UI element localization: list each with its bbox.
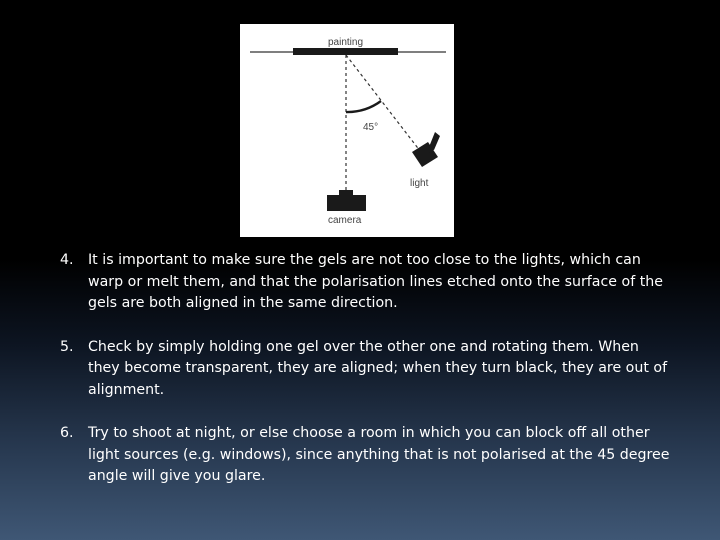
step-text: It is important to make sure the gels are not too close to the lights, which can warp or melt them, and that the polarisation lines etched onto the surface of the gels are both aligned in the same direction. [88, 252, 664, 311]
polarisation-diagram [240, 24, 454, 237]
instruction-list [60, 250, 670, 488]
light-icon [412, 132, 440, 167]
step-4 [60, 250, 670, 315]
step-number: 4. [60, 252, 74, 268]
light-label: light [410, 178, 429, 189]
camera-icon [327, 190, 366, 211]
step-text: Check by simply holding one gel over the other one and rotating them. When they become transparent, they are aligned; when they turn black, they are out of alignment. [88, 338, 668, 398]
step-number: 5. [60, 338, 74, 355]
step-text: Try to shoot at night, or else choose a room in which you can block off all other light sources (e.g. windows), since anything that is not polarised at the 45 degree angle will give you glare. [88, 425, 670, 484]
painting-label: painting [328, 37, 364, 48]
angle-label: 45° [363, 122, 379, 133]
step-6 [60, 423, 670, 488]
step-number: 6. [60, 425, 74, 441]
painting-block [293, 48, 398, 55]
angle-arc [346, 101, 381, 112]
step-5 [60, 337, 670, 402]
diagram-svg [240, 24, 454, 237]
light-axis-line [346, 55, 424, 156]
camera-label: camera [328, 215, 362, 226]
